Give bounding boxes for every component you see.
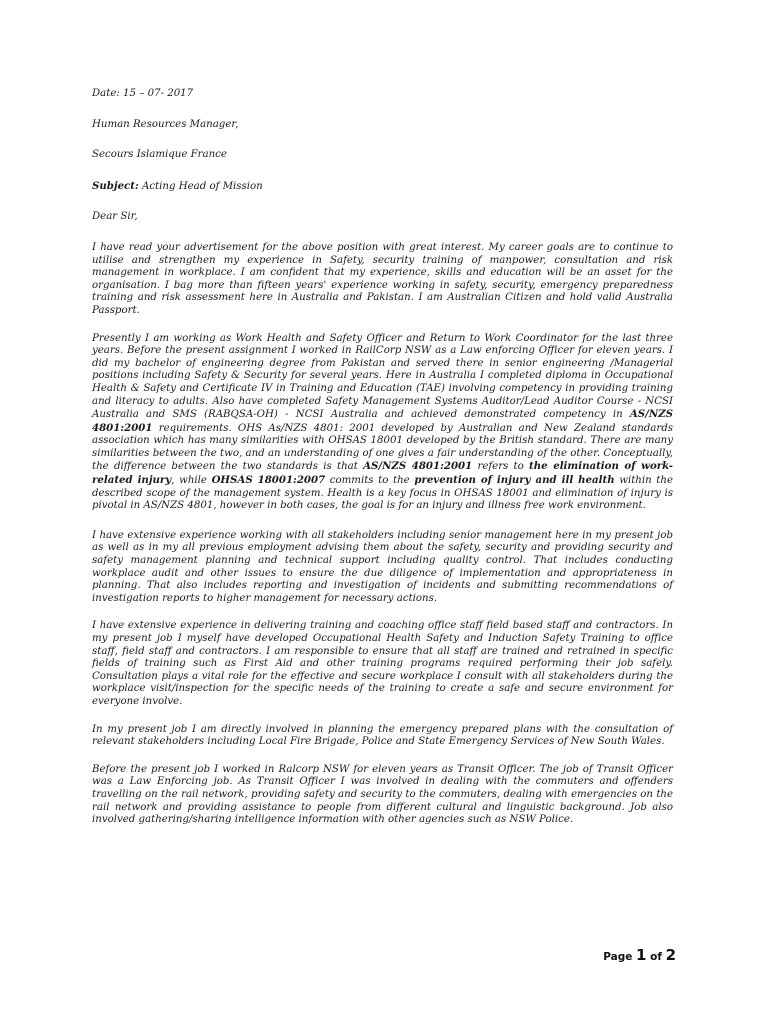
text-run: commits to the xyxy=(325,475,415,487)
page-current: 1 xyxy=(636,946,647,964)
text-run: Presently I am working as Work Health and Safety Officer and Return to Work Coordinator for the last three years. Before the present assignment I worked in RailCorp NSW as a Law enforcing Officer for eleven years. I did my bachelor of engineering degree from Pakistan and served there in senior engineering /Managerial positions including Safety & Security for several years. Here in Australia I completed diploma in Occupational Health & Safety and Certificate IV in Training and Education (TAE) involving competency in providing training and literacy to adults. Also have completed Safety Management Systems Auditor/Lead Auditor Course - NCSI Australia and SMS (RABQSA-OH) - NCSI Australia and achieved demonstrated competency in xyxy=(92,332,673,421)
bold-run: prevention of injury and ill health xyxy=(414,474,615,487)
paragraph-experience xyxy=(92,333,673,513)
bold-run: the elimination of work-related injury xyxy=(92,460,673,487)
of-word: of xyxy=(646,951,666,963)
text-run: refers to xyxy=(472,461,530,473)
text-run: within the described scope of the management system. Health is a key focus in OHSAS 18001 and elimination of injury is pivotal in AS/NZS 4801, however in both cases, the goal is for an injury and illness free work environment. xyxy=(92,475,673,512)
bold-run: AS/NZS 4801:2001 xyxy=(363,460,473,473)
salutation: Dear Sir, xyxy=(92,211,138,223)
paragraph-stakeholders: I have extensive experience working with all stakeholders including senior management here in my present job as well as in my all previous employment advising them about the safety, security and providing security and safety management planning and technical support including quality control. That includes conducting workplace audit and other issues to ensure the due diligence of implementation and appropriateness in planning. That also includes reporting and investigation of incidents and submitting recommendations of investigation reports to higher management for necessary actions. xyxy=(92,529,673,604)
bold-run: OHSAS 18001:2007 xyxy=(211,474,326,487)
text-run: requirements. OHS As/NZS 4801: 2001 developed by Australian and New Zealand standards association which has many similarities with OHSAS 18001 developed by the British standard. There are many similarities between the two, and an understanding of one gives a fair understanding of the other. Conceptually, the difference between the two standards is that xyxy=(92,422,673,473)
subject-text: Acting Head of Mission xyxy=(138,180,263,192)
subject-line xyxy=(92,180,673,194)
page-number xyxy=(603,945,676,964)
subject-label: Subject: xyxy=(92,179,139,192)
page-word: Page xyxy=(603,951,637,963)
page-total: 2 xyxy=(665,946,676,964)
date-line: Date: 15 – 07- 2017 xyxy=(92,88,194,99)
letter-body xyxy=(92,88,673,842)
bold-run: AS/NZS 4801:2001 xyxy=(92,408,673,434)
paragraph-transit: Before the present job I worked in Ralcorp NSW for eleven years as Transit Officer. The job of Transit Officer was a Law Enforcing job. As Transit Officer I was involved in dealing with the commuters and offenders travelling on the rail network, providing safety and security to the commuters, dealing with emergencies on the rail network and providing assistance to people from different cultural and linguistic background. Job also involved gathering/sharing intelligence information with other agencies such as NSW Police. xyxy=(92,763,673,826)
recipient-line: Human Resources Manager, xyxy=(92,118,239,130)
organisation-line: Secours Islamique France xyxy=(92,149,227,161)
paragraph-emergency: In my present job I am directly involved in planning the emergency prepared plans with the consultation of relevant stakeholders including Local Fire Brigade, Police and State Emergency Services of New South Wales. xyxy=(92,723,673,748)
paragraph-intro: I have read your advertisement for the above position with great interest. My career goals are to continue to utilise and strengthen my experience in Safety, security training of manpower, consultation and risk management in workplace. I am confident that my experience, skills and education will be an asset for the organisation. I bag more than fifteen years' experience working in safety, security, emergency preparedness training and risk assessment here in Australia and Pakistan. I am Australian Citizen and hold valid Australia Passport. xyxy=(92,241,673,316)
text-run: , while xyxy=(171,475,212,487)
paragraph-training: I have extensive experience in delivering training and coaching office staff field based staff and contractors. In my present job I myself have developed Occupational Health Safety and Induction Safety Training to office staff, field staff and contractors. I am responsible to ensure that all staff are trained and retrained in specific fields of training such as First Aid and other training programs required performing their job safely. Consultation plays a vital role for the effective and secure workplace I consult with all stakeholders during the workplace visit/inspection for the specific needs of the training to create a safe and secure environment for everyone involve. xyxy=(92,620,673,707)
